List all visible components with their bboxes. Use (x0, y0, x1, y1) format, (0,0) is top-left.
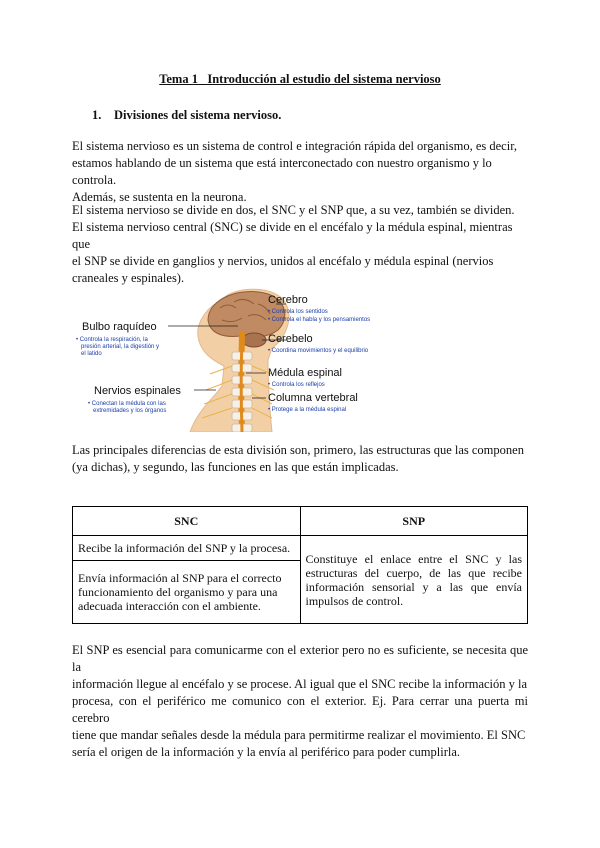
paragraph-line: sería el origen de la información y la envía al periférico para poder cumplirla. (72, 745, 461, 759)
paragraph-line: Además, se sustenta en la neurona. (72, 190, 247, 204)
label-cerebro-bullet: • Controla el habla y los pensamientos (268, 317, 371, 323)
spinal-cord-core (241, 332, 242, 432)
table-cell-snc-receive: Recibe la información del SNP y la procesa. (73, 536, 301, 561)
paragraph-line: El sistema nervioso es un sistema de control e integración rápida del organismo, es decir, (72, 139, 517, 153)
label-columna-bullet: • Protege a la médula espinal (268, 407, 347, 413)
paragraph-snp (72, 642, 528, 761)
label-cerebelo: Cerebelo (268, 333, 313, 345)
paragraph-line: (ya dichas), y segundo, las funciones en las que están implicadas. (72, 460, 399, 474)
paragraph-line: craneales y espinales). (72, 271, 185, 285)
paragraph-line: El SNP es esencial para comunicarme con el exterior pero no es suficiente, se necesita que la (72, 643, 528, 674)
label-cerebelo-bullet: • Coordina movimientos y el equilibrio (268, 348, 369, 354)
paragraph-intro (72, 138, 528, 206)
table-header-snc: SNC (73, 507, 301, 536)
label-columna: Columna vertebral (268, 392, 358, 404)
label-nervios-bullet: • Conectan la médula con las (88, 401, 166, 407)
paragraph-divisions (72, 202, 528, 287)
nervous-system-figure (72, 282, 432, 432)
comparison-table (72, 506, 528, 624)
table-cell-snp: Constituye el enlace entre el SNC y las estructuras del cuerpo, de las que recibe información sensorial y a las que envía impulsos de control. (300, 536, 528, 624)
paragraph-differences (72, 442, 528, 476)
paragraph-line: procesa, con el periférico me comunico con el exterior. Ej. Para cerrar una puerta mi cerebro (72, 694, 528, 725)
label-nervios: Nervios espinales (94, 385, 181, 397)
label-bulbo: Bulbo raquídeo (82, 321, 157, 333)
label-medula: Médula espinal (268, 367, 342, 379)
paragraph-line: El sistema nervioso central (SNC) se divide en el encéfalo y la médula espinal, mientras que (72, 220, 513, 251)
label-cerebro: Cerebro (268, 294, 308, 306)
paragraph-line: estamos hablando de un sistema que está interconectado con nuestro organismo y lo controla. (72, 156, 492, 187)
paragraph-line: tiene que mandar señales desde la médula para permitirme realizar el movimiento. El SNC (72, 728, 526, 742)
paragraph-line: Las principales diferencias de esta división son, primero, las estructuras que las componen (72, 443, 524, 457)
section-label: Divisiones del sistema nervioso. (114, 108, 282, 122)
label-medula-bullet: • Controla los reflejos (268, 382, 325, 388)
label-nervios-bullet: extremidades y los órganos (93, 408, 167, 414)
table-cell-snc-send: Envía información al SNP para el correcto funcionamiento del organismo y para una adecuada interacción con el ambiente. (73, 561, 301, 624)
table-header-snp: SNP (300, 507, 528, 536)
document-title: Tema 1_ Introducción al estudio del sistema nervioso (159, 72, 441, 86)
paragraph-line: El sistema nervioso se divide en dos, el SNC y el SNP que, a su vez, también se dividen. (72, 203, 515, 217)
label-bulbo-bullet: presión arterial, la digestión y (81, 344, 160, 350)
paragraph-line: el SNP se divide en ganglios y nervios, unidos al encéfalo y médula espinal (nervios (72, 254, 494, 268)
paragraph-line: información llegue al encéfalo y se procese. Al igual que el SNC recibe la información y la (72, 677, 528, 691)
label-bulbo-bullet: el latido (81, 351, 102, 357)
label-cerebro-bullet: • Controla los sentidos (268, 309, 328, 315)
section-heading (92, 108, 281, 123)
label-bulbo-bullet: • Controla la respiración, la (76, 337, 148, 343)
table-header-row (73, 507, 528, 536)
table-row (73, 536, 528, 561)
section-number: 1. (92, 108, 102, 122)
